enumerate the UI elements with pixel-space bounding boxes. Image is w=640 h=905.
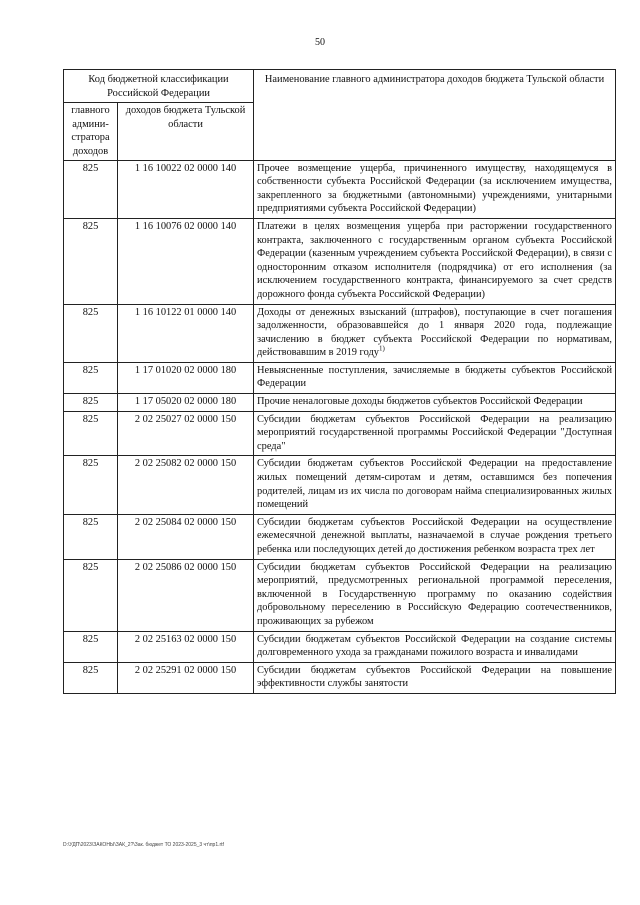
income-name-cell bbox=[254, 160, 616, 218]
footnote-marker: 1) bbox=[378, 344, 385, 353]
admin-code-cell: 825 bbox=[64, 631, 118, 662]
table-row bbox=[64, 304, 616, 362]
income-name-text: Невыясненные поступления, зачисляемые в бюджеты субъектов Российской Федерации bbox=[257, 364, 613, 390]
file-path-footer: D:\УДП\2023\ЗАКОНЫ\ЗАК_2?\Зак. бюджет ТО 2023-2025_3 чт\пр1.rtf bbox=[63, 842, 224, 848]
table-row bbox=[64, 160, 616, 218]
income-name-text: Платежи в целях возмещения ущерба при расторжении государственного контракта, заключенного с государственным органом субъекта Российской Федерации (казенным учреждением субъекта Российской Федерации), в связи с односторонним отказом исполнителя (подрядчика) от его исполнения (за исключением государственного контракта, финансируемого за счет средств дорожного фонда субъекта Российской Федерации) bbox=[257, 220, 613, 300]
table-body bbox=[64, 160, 616, 693]
income-name-cell bbox=[254, 362, 616, 393]
income-code-cell: 2 02 25163 02 0000 150 bbox=[118, 631, 254, 662]
income-name-text: Субсидии бюджетам субъектов Российской Федерации на создание системы долговременного ухода за гражданами пожилого возраста и инвалидами bbox=[257, 633, 613, 659]
admin-column-header: главного админи-стратора доходов bbox=[64, 103, 118, 160]
income-name-cell bbox=[254, 394, 616, 412]
table-row bbox=[64, 559, 616, 631]
income-code-cell: 1 16 10022 02 0000 140 bbox=[118, 160, 254, 218]
table-row bbox=[64, 411, 616, 456]
table-row bbox=[64, 631, 616, 662]
code-group-header: Код бюджетной классификации Российской Федерации bbox=[64, 70, 254, 103]
admin-code-cell: 825 bbox=[64, 662, 118, 693]
page-number: 50 bbox=[315, 37, 325, 48]
table-row bbox=[64, 394, 616, 412]
income-name-text: Прочие неналоговые доходы бюджетов субъектов Российской Федерации bbox=[257, 396, 583, 408]
income-code-cell: 1 16 10122 01 0000 140 bbox=[118, 304, 254, 362]
name-column-header: Наименование главного администратора доходов бюджета Тульской области bbox=[254, 70, 616, 161]
table-row bbox=[64, 662, 616, 693]
income-name-text: Прочее возмещение ущерба, причиненного имуществу, находящемуся в собственности субъекта Российской Федерации (за исключением имущества, закрепленного за бюджетными (автономными) учреждениями, унитарными предприятиями субъекта Российской Федерации) bbox=[257, 162, 613, 215]
budget-classification-table bbox=[63, 69, 616, 694]
income-name-cell bbox=[254, 662, 616, 693]
income-name-cell bbox=[254, 514, 616, 559]
income-name-cell bbox=[254, 559, 616, 631]
income-code-cell: 2 02 25291 02 0000 150 bbox=[118, 662, 254, 693]
income-name-cell bbox=[254, 631, 616, 662]
admin-code-cell: 825 bbox=[64, 218, 118, 304]
income-code-cell: 2 02 25084 02 0000 150 bbox=[118, 514, 254, 559]
income-code-cell: 2 02 25086 02 0000 150 bbox=[118, 559, 254, 631]
income-name-text: Субсидии бюджетам субъектов Российской Федерации на предоставление жилых помещений детям-сиротам и детям, оставшимся без попечения родителей, лицам из их числа по договорам найма специализированных жилых помещений bbox=[257, 458, 613, 511]
income-name-text: Субсидии бюджетам субъектов Российской Федерации на осуществление ежемесячной денежной выплаты, назначаемой в случае рождения третьего ребенка или последующих детей до достижения ребенком возраста трех лет bbox=[257, 516, 613, 555]
admin-code-cell: 825 bbox=[64, 514, 118, 559]
income-code-cell: 1 16 10076 02 0000 140 bbox=[118, 218, 254, 304]
income-name-text: Субсидии бюджетам субъектов Российской Федерации на реализацию мероприятий государственной программы Российской Федерации "Доступная среда" bbox=[257, 413, 613, 452]
admin-code-cell: 825 bbox=[64, 456, 118, 514]
income-name-text: Субсидии бюджетам субъектов Российской Федерации на реализацию мероприятий, предусмотренных региональной программой переселения, включенной в Государственную программу по оказанию содействия добровольному переселению в Российскую Федерацию соотечественников, проживающих за рубежом bbox=[257, 561, 613, 627]
table-row bbox=[64, 456, 616, 514]
admin-code-cell: 825 bbox=[64, 160, 118, 218]
admin-code-cell: 825 bbox=[64, 394, 118, 412]
admin-code-cell: 825 bbox=[64, 559, 118, 631]
income-code-cell: 1 17 05020 02 0000 180 bbox=[118, 394, 254, 412]
income-name-cell bbox=[254, 304, 616, 362]
income-name-text: Доходы от денежных взысканий (штрафов), поступающие в счет погашения задолженности, образовавшейся до 1 января 2020 года, подлежащие зачислению в бюджет субъекта Российской Федерации по нормативам, действовавшим в 2019 году bbox=[257, 306, 613, 359]
income-name-text: Субсидии бюджетам субъектов Российской Федерации на повышение эффективности службы занятости bbox=[257, 664, 613, 690]
income-name-cell bbox=[254, 218, 616, 304]
admin-code-cell: 825 bbox=[64, 362, 118, 393]
table-header-row bbox=[64, 70, 616, 103]
admin-code-cell: 825 bbox=[64, 411, 118, 456]
table-row bbox=[64, 218, 616, 304]
income-name-cell bbox=[254, 456, 616, 514]
income-code-cell: 2 02 25082 02 0000 150 bbox=[118, 456, 254, 514]
income-name-cell bbox=[254, 411, 616, 456]
income-code-cell: 1 17 01020 02 0000 180 bbox=[118, 362, 254, 393]
income-code-cell: 2 02 25027 02 0000 150 bbox=[118, 411, 254, 456]
table-row bbox=[64, 514, 616, 559]
income-column-header: доходов бюджета Тульской области bbox=[118, 103, 254, 160]
table-row bbox=[64, 362, 616, 393]
admin-code-cell: 825 bbox=[64, 304, 118, 362]
